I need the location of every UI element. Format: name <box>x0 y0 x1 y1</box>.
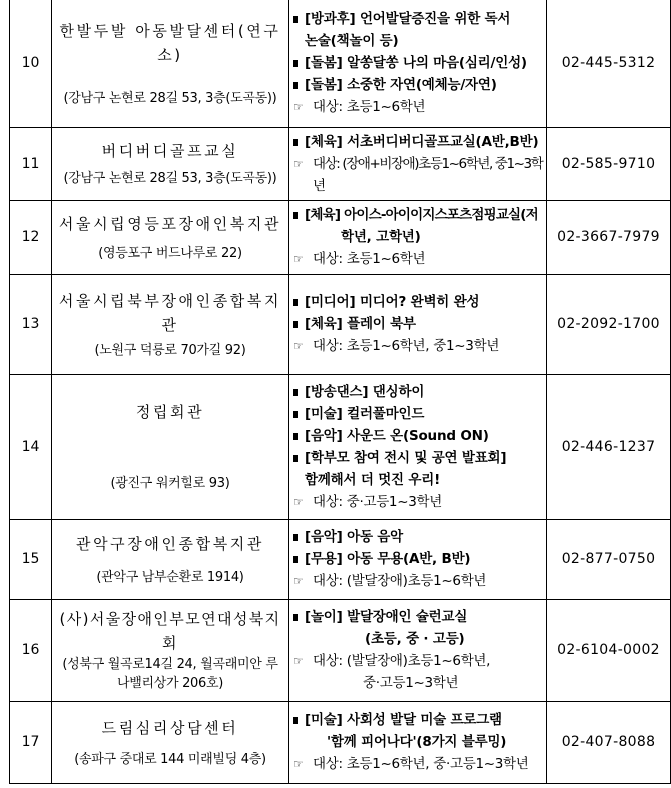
table-row <box>10 599 671 701</box>
bullet-icon <box>293 411 298 418</box>
organization-name: 드림심리상담센터 <box>101 718 239 737</box>
bullet-icon <box>293 433 298 440</box>
bullet-icon <box>293 717 298 724</box>
program-cell <box>289 701 547 783</box>
row-number: 10 <box>10 0 52 127</box>
program-item: [미디어] 미디어? 완벽히 완성 <box>293 291 546 313</box>
program-item: [학부모 참여 전시 및 공연 발표회] 함께해서 더 멋진 우리! <box>293 447 546 491</box>
program-item: [방과후] 언어발달증진을 위한 독서 논술(책놀이 등) <box>293 8 546 52</box>
phone-number: 02-877-0750 <box>547 519 671 599</box>
program-item: [음악] 아동 음악 <box>293 526 546 548</box>
table-row <box>10 127 671 200</box>
program-item: [미술] 사회성 발달 미술 프로그램 '함께 피어나다'(8가지 블루밍) <box>293 709 546 753</box>
program-item: [무용] 아동 무용(A반, B반) <box>293 548 546 570</box>
organization-cell <box>52 127 289 200</box>
program-cell <box>289 127 547 200</box>
program-item: [체육] 아이스-아이이지스포츠점핑교실(저 학년, 고학년) <box>293 204 546 248</box>
pointing-hand-icon: ☞ <box>293 339 304 353</box>
pointing-hand-icon: ☞ <box>293 654 304 668</box>
organization-cell <box>52 599 289 701</box>
bullet-icon <box>293 556 298 563</box>
table-row <box>10 274 671 374</box>
program-cell <box>289 599 547 701</box>
bullet-icon <box>293 60 298 67</box>
table-row <box>10 200 671 274</box>
bullet-icon <box>293 16 298 23</box>
pointing-hand-icon: ☞ <box>293 494 304 509</box>
bullet-icon <box>293 534 298 541</box>
organization-name: 한발두발 아동발달센터(연구소) <box>59 21 281 64</box>
program-item: [미술] 컬러풀마인드 <box>293 403 546 425</box>
target-audience: ☞ 대상: 초등1~6학년, 중1~3학년 <box>293 335 546 357</box>
bullet-icon <box>293 455 298 462</box>
organization-name: 버디버디골프교실 <box>101 142 239 160</box>
bullet-icon <box>293 139 298 146</box>
organization-address: (관악구 남부순환로 1914) <box>96 569 244 585</box>
phone-number: 02-585-9710 <box>547 127 671 200</box>
target-audience: ☞ 대상: (발달장애)초등1~6학년 <box>293 570 546 592</box>
row-number: 13 <box>10 274 52 374</box>
organization-name: 정립회관 <box>135 403 205 421</box>
target-audience: ☞ 대상: 초등1~6학년 <box>293 248 546 270</box>
table-row <box>10 519 671 599</box>
target-audience: ☞ 대상: (발달장애)초등1~6학년, <box>293 650 546 672</box>
program-item: [돌봄] 소중한 자연(예체능/자연) <box>293 74 546 96</box>
pointing-hand-icon: ☞ <box>293 757 304 771</box>
organization-name: 관악구장애인종합복지관 <box>76 534 264 553</box>
table-row <box>10 374 671 519</box>
target-audience: ☞ 대상: 초등1~6학년, 중·고등1~3학년 <box>293 753 546 775</box>
organization-address: (영등포구 버드나루로 22) <box>98 245 242 261</box>
bullet-icon <box>293 82 298 89</box>
program-cell <box>289 374 547 519</box>
pointing-hand-icon: ☞ <box>293 574 304 588</box>
bullet-icon <box>293 614 298 621</box>
program-cell <box>289 200 547 274</box>
bullet-icon <box>293 212 298 219</box>
organization-address: (노원구 덕릉로 70가길 92) <box>94 342 246 358</box>
organization-address: (성북구 월곡로14길 24, 월곡래미안 루나밸리상가 206호) <box>62 657 278 691</box>
phone-number: 02-6104-0002 <box>547 599 671 701</box>
pointing-hand-icon: ☞ <box>293 156 303 171</box>
organization-cell <box>52 374 289 519</box>
program-cell <box>289 0 547 127</box>
row-number: 12 <box>10 200 52 274</box>
program-item: [체육] 서초버디버디골프교실(A반,B반) <box>293 131 546 153</box>
target-audience-continued: 중·고등1~3학년 <box>363 675 459 691</box>
pointing-hand-icon: ☞ <box>293 100 304 115</box>
organization-name: 서울시립북부장애인종합복지관 <box>58 291 282 334</box>
target-audience: ☞ 대상: 초등1~6학년 <box>293 96 546 118</box>
organization-address: (광진구 워커힐로 93) <box>110 476 230 491</box>
row-number: 15 <box>10 519 52 599</box>
program-cell <box>289 274 547 374</box>
organization-address: (강남구 논현로 28길 53, 3층(도곡동)) <box>63 171 277 186</box>
organization-cell <box>52 519 289 599</box>
program-item: [방송댄스] 댄싱하이 <box>293 381 546 403</box>
bullet-icon <box>293 299 298 306</box>
row-number: 17 <box>10 701 52 783</box>
table-row <box>10 701 671 783</box>
row-number: 16 <box>10 599 52 701</box>
organization-address: (강남구 논현로 28길 53, 3층(도곡동)) <box>63 90 277 106</box>
organization-cell <box>52 0 289 127</box>
bullet-icon <box>293 321 298 328</box>
program-item: [놀이] 발달장애인 슐런교실 (초등, 중 · 고등) <box>293 606 546 650</box>
bullet-icon <box>293 389 298 396</box>
phone-number: 02-445-5312 <box>547 0 671 127</box>
pointing-hand-icon: ☞ <box>293 252 304 266</box>
organization-address: (송파구 중대로 144 미래빌딩 4층) <box>74 751 266 767</box>
phone-number: 02-3667-7979 <box>547 200 671 274</box>
row-number: 14 <box>10 374 52 519</box>
program-item: [돌봄] 알쏭달쏭 나의 마음(심리/인성) <box>293 52 546 74</box>
phone-number: 02-407-8088 <box>547 701 671 783</box>
phone-number: 02-446-1237 <box>547 374 671 519</box>
organization-name: 서울시립영등포장애인복지관 <box>58 214 282 233</box>
program-table <box>9 0 671 784</box>
organization-cell <box>52 701 289 783</box>
program-item: [체육] 플레이 북부 <box>293 313 546 335</box>
target-audience: ☞ 대상: (장애+비장애)초등1~6학년, 중1~3학년 <box>293 153 546 197</box>
phone-number: 02-2092-1700 <box>547 274 671 374</box>
program-cell <box>289 519 547 599</box>
program-item: [음악] 사운드 온(Sound ON) <box>293 425 546 447</box>
organization-cell <box>52 200 289 274</box>
table-row <box>10 0 671 127</box>
organization-cell <box>52 274 289 374</box>
row-number: 11 <box>10 127 52 200</box>
target-audience: ☞ 대상: 중·고등1~3학년 <box>293 491 546 513</box>
organization-name: (사)서울장애인부모연대성북지회 <box>59 610 281 652</box>
